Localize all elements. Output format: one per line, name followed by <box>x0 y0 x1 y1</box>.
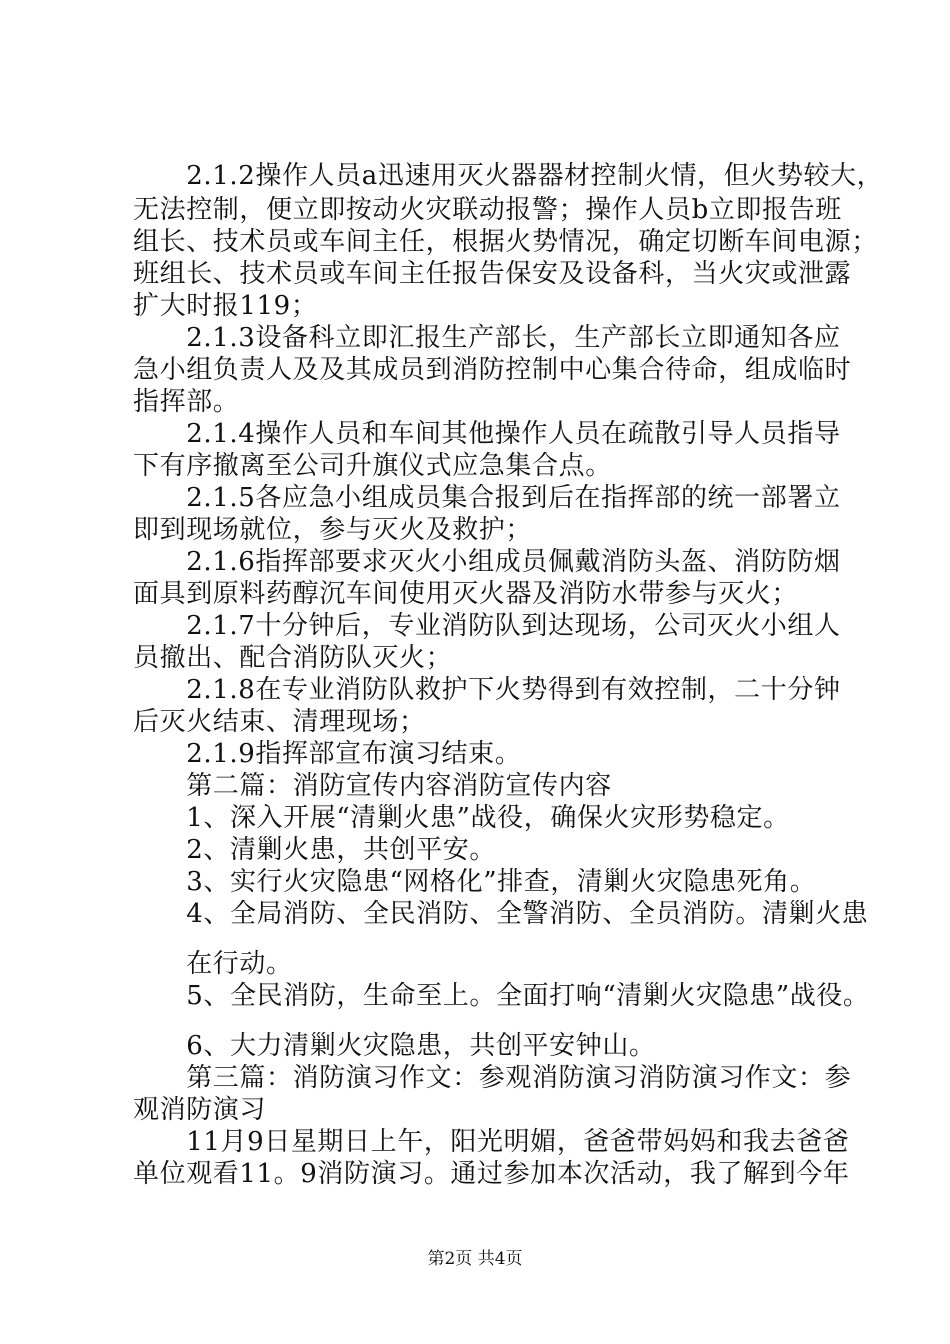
text-line: 员撤出、配合消防队灭火； <box>133 643 453 673</box>
text-line: 无法控制，便立即按动火灾联动报警；操作人员b立即报告班 <box>133 195 842 225</box>
text-line: 2.1.7十分钟后，专业消防队到达现场，公司灭火小组人 <box>133 611 841 641</box>
text-line: 观消防演习 <box>133 1095 267 1125</box>
text-line: 2.1.3设备科立即汇报生产部长，生产部长立即通知各应 <box>133 323 841 353</box>
text-line: 2.1.4操作人员和车间其他操作人员在疏散引导人员指导 <box>133 419 841 449</box>
text-line: 11月9日星期日上午，阳光明媚，爸爸带妈妈和我去爸爸 <box>133 1127 850 1157</box>
text-line: 扩大时报119； <box>133 291 318 321</box>
text-line: 下有序撤离至公司升旗仪式应急集合点。 <box>133 451 612 481</box>
text-line: 6、大力清剿火灾隐患，共创平安钟山。 <box>133 1031 656 1061</box>
page-footer: 第2页 共4页 <box>427 1249 523 1269</box>
text-line: 1、深入开展“清剿火患”战役，确保火灾形势稳定。 <box>133 803 790 833</box>
text-line: 急小组负责人及及其成员到消防控制中心集合待命，组成临时 <box>133 355 852 385</box>
text-line: 2.1.6指挥部要求灭火小组成员佩戴消防头盔、消防防烟 <box>133 547 841 577</box>
text-line: 后灭火结束、清理现场； <box>133 707 426 737</box>
text-line: 4、全局消防、全民消防、全警消防、全员消防。清剿火患 <box>133 899 869 929</box>
text-line: 2.1.8在专业消防队救护下火势得到有效控制，二十分钟 <box>133 675 841 705</box>
text-line: 3、实行火灾隐患“网格化”排查，清剿火灾隐患死角。 <box>133 867 817 897</box>
text-line: 5、全民消防，生命至上。全面打响“清剿火灾隐患”战役。 <box>133 981 870 1011</box>
text-line: 2.1.2操作人员a迅速用灭火器器材控制火情，但火势较大， <box>133 161 884 191</box>
text-line: 班组长、技术员或车间主任报告保安及设备科，当火灾或泄露 <box>133 259 852 289</box>
text-line: 指挥部。 <box>133 387 240 417</box>
text-line: 面具到原料药醇沉车间使用灭火器及消防水带参与灭火； <box>133 579 799 609</box>
section-heading: 第二篇：消防宣传内容消防宣传内容 <box>133 771 612 801</box>
text-line: 单位观看11。9消防演习。通过参加本次活动，我了解到今年 <box>133 1159 850 1189</box>
text-line: 在行动。 <box>133 949 293 979</box>
text-line: 2.1.9指挥部宣布演习结束。 <box>133 739 522 769</box>
text-line: 组长、技术员或车间主任，根据火势情况，确定切断车间电源； <box>133 227 878 257</box>
text-line: 即到现场就位，参与灭火及救护； <box>133 515 533 545</box>
section-heading: 第三篇：消防演习作文：参观消防演习消防演习作文：参 <box>133 1063 852 1093</box>
text-line: 2.1.5各应急小组成员集合报到后在指挥部的统一部署立 <box>133 483 841 513</box>
text-line: 2、清剿火患，共创平安。 <box>133 835 496 865</box>
